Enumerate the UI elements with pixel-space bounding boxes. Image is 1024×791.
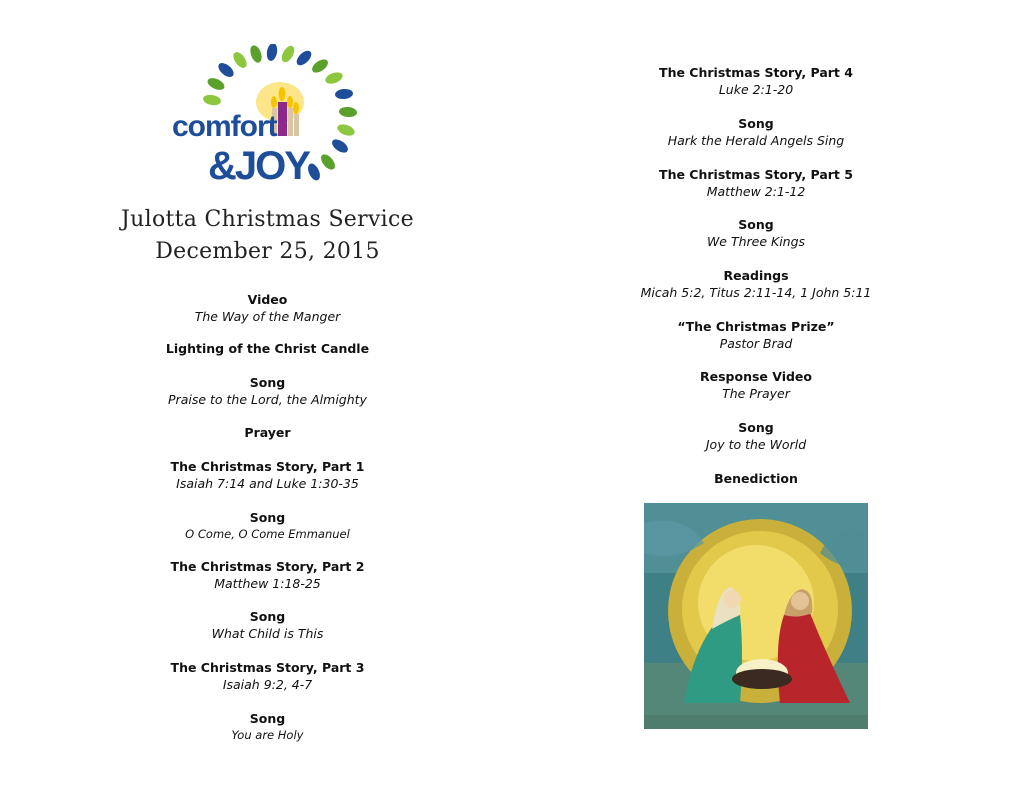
program-item bbox=[100, 291, 435, 325]
nativity-painting bbox=[644, 503, 868, 729]
program-item bbox=[590, 318, 922, 352]
item-detail: O Come, O Come Emmanuel bbox=[185, 527, 350, 541]
service-title: Julotta Christmas Service bbox=[121, 207, 414, 232]
program-item bbox=[100, 340, 435, 357]
item-detail: Pastor Brad bbox=[719, 336, 793, 351]
logo-word-joy: &JOY bbox=[208, 144, 309, 188]
item-heading: “The Christmas Prize” bbox=[677, 319, 835, 334]
program-item bbox=[100, 509, 435, 543]
item-heading: The Christmas Story, Part 1 bbox=[170, 459, 365, 474]
item-detail: Hark the Herald Angels Sing bbox=[667, 133, 845, 148]
item-heading: Benediction bbox=[714, 471, 798, 486]
item-heading: The Christmas Story, Part 5 bbox=[659, 167, 853, 182]
item-detail: Isaiah 9:2, 4-7 bbox=[222, 677, 313, 692]
program-item bbox=[590, 368, 922, 402]
item-heading: Song bbox=[249, 711, 286, 726]
item-detail: Isaiah 7:14 and Luke 1:30-35 bbox=[176, 476, 359, 491]
item-detail: The Prayer bbox=[722, 386, 790, 401]
program-item bbox=[100, 424, 435, 441]
item-heading: Prayer bbox=[244, 425, 291, 440]
item-heading: Response Video bbox=[700, 369, 812, 384]
item-detail: Joy to the World bbox=[705, 437, 807, 452]
program-item bbox=[590, 216, 922, 250]
item-detail: Praise to the Lord, the Almighty bbox=[168, 392, 367, 407]
item-detail: Luke 2:1-20 bbox=[718, 82, 794, 97]
program-item bbox=[590, 64, 922, 98]
program-item bbox=[100, 558, 435, 592]
item-detail: Matthew 1:18-25 bbox=[214, 576, 321, 591]
item-detail: What Child is This bbox=[211, 626, 324, 641]
item-detail: Matthew 2:1-12 bbox=[706, 184, 806, 199]
item-heading: Song bbox=[738, 217, 774, 232]
program-item bbox=[590, 115, 922, 149]
item-heading: The Christmas Story, Part 4 bbox=[659, 65, 853, 80]
program-item bbox=[100, 458, 435, 492]
item-heading: The Christmas Story, Part 3 bbox=[170, 660, 365, 675]
item-heading: Song bbox=[249, 375, 286, 390]
item-heading: Song bbox=[738, 420, 774, 435]
logo-word-comfort: comfort bbox=[172, 110, 277, 143]
program-item bbox=[100, 374, 435, 408]
item-heading: Song bbox=[249, 609, 286, 624]
program-item bbox=[100, 608, 435, 642]
item-heading: Song bbox=[249, 510, 286, 525]
program-item bbox=[100, 710, 435, 744]
service-date: December 25, 2015 bbox=[155, 239, 380, 264]
program-item bbox=[590, 470, 922, 487]
comfort-and-joy-logo bbox=[168, 44, 368, 189]
item-detail: We Three Kings bbox=[706, 234, 806, 249]
program-item bbox=[590, 267, 922, 301]
item-heading: Lighting of the Christ Candle bbox=[165, 341, 370, 356]
program-item bbox=[100, 659, 435, 693]
program-item bbox=[590, 419, 922, 453]
item-heading: The Christmas Story, Part 2 bbox=[170, 559, 365, 574]
program-item bbox=[590, 166, 922, 200]
item-heading: Video bbox=[247, 292, 288, 307]
item-heading: Readings bbox=[723, 268, 789, 283]
item-detail: The Way of the Manger bbox=[194, 309, 341, 324]
item-detail: You are Holy bbox=[231, 728, 304, 742]
item-detail: Micah 5:2, Titus 2:11-14, 1 John 5:11 bbox=[640, 285, 872, 300]
item-heading: Song bbox=[738, 116, 774, 131]
